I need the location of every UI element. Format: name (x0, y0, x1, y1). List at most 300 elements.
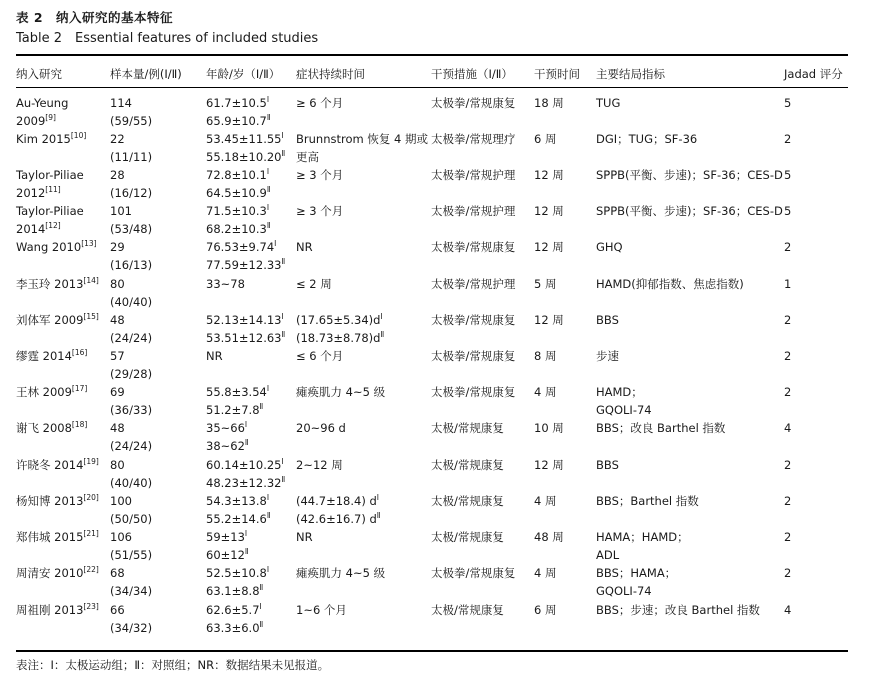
intervention-text: 太极拳/常规护理 (431, 168, 516, 182)
time-cell (534, 311, 564, 329)
duration-line (296, 311, 384, 329)
age-text: 33~78 (206, 277, 245, 291)
intervention-text: 太极拳/常规康复 (431, 313, 516, 327)
table-row (0, 564, 870, 601)
study-cell (16, 166, 84, 202)
intervention-text: 太极拳/常规康复 (431, 240, 516, 254)
group-mark: Ⅱ (259, 583, 264, 592)
age-text: 54.3±13.8 (206, 494, 267, 508)
sample-cell (110, 238, 152, 274)
study-text: 缪霆 2014 (16, 349, 72, 363)
age-line (206, 184, 271, 202)
table-body (0, 94, 870, 637)
outcome-cell (596, 456, 619, 474)
study-line (16, 492, 99, 510)
group-mark: Ⅱ (281, 475, 286, 484)
jadad-score: 1 (784, 277, 792, 291)
duration-text: (18.73±8.78)d (296, 331, 381, 345)
study-line (16, 275, 99, 293)
table-row (0, 347, 870, 383)
duration-line (296, 202, 343, 220)
sample-line: (40/40) (110, 476, 153, 490)
intervention-cell (431, 492, 504, 510)
jadad-score: 4 (784, 603, 792, 617)
time-text: 18 周 (534, 96, 564, 110)
jadad-score: 5 (784, 168, 792, 182)
table-row (0, 456, 870, 492)
jadad-score: 2 (784, 494, 792, 508)
age-text: 53.45±11.55 (206, 132, 282, 146)
study-text: Wang 2010 (16, 240, 82, 254)
intervention-cell (431, 347, 515, 365)
reference-number: [10] (70, 131, 87, 140)
top-rule (16, 54, 848, 56)
study-cell (16, 492, 99, 510)
sample-cell (110, 419, 152, 455)
duration-cell (296, 238, 313, 256)
time-cell (534, 601, 556, 619)
sample-line: 48 (110, 421, 125, 435)
age-text: 55.8±3.54 (206, 385, 267, 399)
study-cell (16, 456, 99, 474)
age-text: 61.7±10.5 (206, 96, 267, 110)
duration-line (296, 492, 380, 510)
study-text: 谢飞 2008 (16, 421, 72, 435)
intervention-text: 太极/常规康复 (431, 494, 504, 508)
sample-line: 28 (110, 168, 125, 182)
duration-line (296, 166, 343, 184)
table-row (0, 528, 870, 564)
age-text: 53.51±12.63 (206, 331, 282, 345)
study-line (16, 311, 99, 329)
age-line (206, 112, 271, 130)
age-cell (206, 456, 285, 492)
reference-number: [15] (83, 312, 99, 321)
age-text: 68.2±10.3 (206, 222, 267, 236)
duration-text: ≥ 3 个月 (296, 204, 344, 218)
age-line (206, 329, 285, 347)
jadad-cell (784, 130, 791, 148)
time-cell (534, 94, 564, 112)
intervention-cell (431, 94, 515, 112)
sample-line: 100 (110, 494, 132, 508)
intervention-text: 太极拳/常规康复 (431, 385, 516, 399)
group-mark: Ⅱ (266, 221, 271, 230)
outcome-cell (596, 202, 783, 220)
study-line (16, 184, 84, 202)
age-text: 51.2±7.8 (206, 403, 260, 417)
outcome-cell (596, 528, 689, 564)
study-text: 王林 2009 (16, 385, 72, 399)
age-cell (206, 238, 285, 274)
intervention-text: 太极/常规康复 (431, 603, 504, 617)
sample-line: (11/11) (110, 150, 153, 164)
sample-cell (110, 456, 152, 492)
table-title-en: Table 2 Essential features of included studies (16, 31, 319, 46)
sample-line: (24/24) (110, 439, 153, 453)
time-text: 12 周 (534, 313, 564, 327)
age-text: 77.59±12.33 (206, 258, 282, 272)
age-cell (206, 347, 223, 365)
age-text: 60.14±10.25 (206, 458, 282, 472)
duration-cell (296, 130, 428, 166)
study-line (16, 528, 99, 546)
study-cell (16, 275, 99, 293)
jadad-score: 2 (784, 132, 792, 146)
time-cell (534, 347, 556, 365)
study-text: 周清安 2010 (16, 566, 84, 580)
study-line (16, 220, 84, 238)
jadad-cell (784, 275, 791, 293)
table-row (0, 166, 870, 202)
sample-cell (110, 311, 152, 347)
duration-line (296, 347, 343, 365)
sample-line: 57 (110, 349, 125, 363)
outcome-cell (596, 383, 652, 419)
outcome-line: DGI；TUG；SF-36 (596, 132, 698, 146)
intervention-cell (431, 419, 504, 437)
table-row (0, 130, 870, 166)
study-text: 李玉玲 2013 (16, 277, 84, 291)
intervention-text: 太极/常规康复 (431, 530, 504, 544)
age-text: 60±12 (206, 548, 245, 562)
table-row (0, 275, 870, 311)
jadad-cell (784, 202, 791, 220)
study-text: 2012 (16, 186, 46, 200)
sample-line: 68 (110, 566, 125, 580)
jadad-cell (784, 528, 791, 546)
sample-line: 106 (110, 530, 132, 544)
duration-text: (17.65±5.34)d (296, 313, 381, 327)
reference-number: [16] (71, 348, 88, 357)
study-line (16, 601, 99, 619)
age-text: 65.9±10.7 (206, 114, 267, 128)
jadad-cell (784, 564, 791, 582)
header-time: 干预时间 (534, 67, 580, 81)
outcome-line: GQOLI-74 (596, 584, 652, 598)
age-cell (206, 601, 263, 637)
outcome-cell (596, 311, 619, 329)
header-intervention: 干预措施（Ⅰ/Ⅱ） (431, 67, 513, 81)
time-cell (534, 564, 556, 582)
duration-cell (296, 347, 343, 365)
outcome-line: SPPB(平衡、步速)；SF-36；CES-D (596, 204, 783, 218)
duration-line (296, 419, 346, 437)
sample-line: (36/33) (110, 403, 153, 417)
age-line (206, 619, 263, 637)
sample-cell (110, 166, 152, 202)
table-row (0, 238, 870, 275)
duration-line (296, 528, 313, 546)
age-line (206, 474, 285, 492)
outcome-line: BBS (596, 313, 619, 327)
group-mark: Ⅰ (244, 420, 248, 429)
age-cell (206, 275, 245, 293)
outcome-cell (596, 419, 725, 437)
duration-cell (296, 94, 343, 112)
time-cell (534, 202, 564, 220)
outcome-line: BBS；步速；改良 Barthel 指数 (596, 603, 760, 617)
duration-text: (42.6±16.7) d (296, 512, 377, 526)
age-line (206, 130, 285, 148)
intervention-cell (431, 166, 515, 184)
sample-cell (110, 564, 152, 600)
intervention-cell (431, 311, 515, 329)
age-cell (206, 564, 269, 600)
duration-text: ≥ 6 个月 (296, 96, 344, 110)
duration-cell (296, 311, 384, 347)
study-text: 郑伟城 2015 (16, 530, 84, 544)
jadad-score: 2 (784, 566, 792, 580)
duration-line (296, 275, 332, 293)
duration-line (296, 510, 380, 528)
duration-line (296, 94, 343, 112)
sample-line: (59/55) (110, 114, 153, 128)
sample-cell (110, 94, 152, 130)
age-text: 55.18±10.20 (206, 150, 282, 164)
intervention-cell (431, 601, 504, 619)
duration-text: 1~6 个月 (296, 603, 347, 617)
sample-line: 80 (110, 277, 125, 291)
duration-cell (296, 601, 347, 619)
age-cell (206, 383, 269, 419)
study-line (16, 564, 99, 582)
sample-line: (34/34) (110, 584, 153, 598)
duration-cell (296, 564, 385, 582)
header-sample: 样本量/例(Ⅰ/Ⅱ) (110, 67, 182, 81)
study-cell (16, 601, 99, 619)
table-row (0, 202, 870, 238)
time-text: 48 周 (534, 530, 564, 544)
duration-line (296, 564, 385, 582)
age-cell (206, 419, 249, 455)
outcome-line: GQOLI-74 (596, 403, 652, 417)
duration-cell (296, 456, 343, 474)
group-mark: Ⅱ (281, 257, 286, 266)
outcome-cell (596, 601, 760, 619)
header-jadad: Jadad 评分 (784, 67, 843, 81)
age-line (206, 220, 271, 238)
age-line (206, 202, 271, 220)
group-mark: Ⅱ (266, 113, 271, 122)
age-line (206, 401, 269, 419)
jadad-cell (784, 347, 791, 365)
header-study: 纳入研究 (16, 67, 62, 81)
table-row (0, 94, 870, 130)
group-mark: Ⅱ (244, 547, 249, 556)
duration-line (296, 329, 384, 347)
study-line (16, 130, 86, 148)
age-line (206, 601, 263, 619)
duration-line (296, 148, 428, 166)
study-cell (16, 528, 99, 546)
header-age: 年龄/岁（Ⅰ/Ⅱ） (206, 67, 281, 81)
study-text: 许晓冬 2014 (16, 458, 84, 472)
age-cell (206, 166, 271, 202)
header-duration: 症状持续时间 (296, 67, 365, 81)
outcome-cell (596, 492, 699, 510)
time-text: 4 周 (534, 566, 557, 580)
study-text: Taylor-Piliae (16, 168, 84, 182)
jadad-cell (784, 419, 791, 437)
age-line (206, 528, 249, 546)
group-mark: Ⅰ (281, 457, 284, 466)
table-row (0, 383, 870, 419)
study-cell (16, 311, 99, 329)
time-text: 12 周 (534, 168, 564, 182)
study-cell (16, 202, 84, 238)
age-line (206, 492, 271, 510)
study-text: Taylor-Piliae (16, 204, 84, 218)
sample-line: 29 (110, 240, 125, 254)
group-mark: Ⅰ (266, 384, 270, 393)
time-cell (534, 130, 556, 148)
sample-line: (16/13) (110, 258, 153, 272)
time-text: 4 周 (534, 385, 557, 399)
sample-line: (51/55) (110, 548, 153, 562)
jadad-cell (784, 492, 791, 510)
age-line (206, 238, 285, 256)
time-text: 12 周 (534, 458, 564, 472)
sample-cell (110, 492, 152, 528)
intervention-cell (431, 275, 515, 293)
sample-cell (110, 275, 152, 311)
duration-line (296, 456, 343, 474)
study-line (16, 347, 87, 365)
intervention-cell (431, 383, 515, 401)
table-row (0, 492, 870, 528)
reference-number: [12] (45, 221, 61, 230)
table-title-cn: 表 2 纳入研究的基本特征 (16, 10, 174, 25)
sample-line: 80 (110, 458, 125, 472)
study-line (16, 238, 97, 256)
age-text: 63.3±6.0 (206, 621, 260, 635)
study-text: 刘体军 2009 (16, 313, 84, 327)
intervention-cell (431, 456, 504, 474)
sample-cell (110, 528, 152, 564)
age-line (206, 437, 249, 455)
reference-number: [13] (81, 239, 97, 248)
jadad-score: 2 (784, 313, 792, 327)
duration-text: ≤ 6 个月 (296, 349, 344, 363)
study-text: Au-Yeung (16, 96, 69, 110)
table-row (0, 419, 870, 456)
age-cell (206, 130, 285, 166)
outcome-line: GHQ (596, 240, 623, 254)
bottom-rule (16, 650, 848, 652)
study-cell (16, 238, 97, 256)
duration-cell (296, 202, 343, 220)
duration-line (296, 130, 428, 148)
age-line (206, 275, 245, 293)
outcome-line: HAMD； (596, 385, 643, 399)
age-line (206, 510, 271, 528)
time-text: 10 周 (534, 421, 564, 435)
outcome-line: TUG (596, 96, 621, 110)
duration-text: 2~12 周 (296, 458, 343, 472)
duration-cell (296, 492, 380, 528)
study-cell (16, 130, 86, 148)
sample-line: (24/24) (110, 331, 153, 345)
jadad-score: 2 (784, 349, 792, 363)
group-mark: Ⅰ (266, 565, 270, 574)
age-text: 52.5±10.8 (206, 566, 267, 580)
intervention-text: 太极拳/常规康复 (431, 349, 516, 363)
age-text: 38~62 (206, 439, 245, 453)
jadad-score: 2 (784, 385, 792, 399)
time-text: 5 周 (534, 277, 557, 291)
age-line (206, 456, 285, 474)
group-mark: Ⅰ (274, 239, 277, 248)
time-cell (534, 492, 556, 510)
age-text: 35~66 (206, 421, 245, 435)
jadad-score: 4 (784, 421, 792, 435)
group-mark: Ⅱ (266, 511, 271, 520)
jadad-cell (784, 238, 791, 256)
study-text: 2009 (16, 114, 46, 128)
age-line (206, 347, 223, 365)
group-mark: Ⅱ (376, 511, 381, 520)
outcome-cell (596, 130, 697, 148)
duration-text: NR (296, 530, 313, 544)
reference-number: [17] (71, 384, 88, 393)
intervention-cell (431, 130, 515, 148)
age-line (206, 383, 269, 401)
intervention-text: 太极拳/常规康复 (431, 96, 516, 110)
time-cell (534, 456, 564, 474)
outcome-cell (596, 238, 623, 256)
intervention-cell (431, 202, 515, 220)
outcome-line: HAMA；HAMD； (596, 530, 689, 544)
study-line (16, 112, 68, 130)
reference-number: [23] (83, 602, 99, 611)
duration-cell (296, 275, 332, 293)
group-mark: Ⅱ (244, 438, 249, 447)
age-text: 52.13±14.13 (206, 313, 282, 327)
sample-line: 48 (110, 313, 125, 327)
time-text: 6 周 (534, 603, 557, 617)
reference-number: [21] (83, 529, 99, 538)
age-line (206, 256, 285, 274)
group-mark: Ⅰ (266, 95, 270, 104)
study-text: 2014 (16, 222, 46, 236)
reference-number: [9] (45, 113, 56, 122)
time-cell (534, 383, 556, 401)
jadad-cell (784, 456, 791, 474)
duration-text: 瘫痪肌力 4~5 级 (296, 566, 386, 580)
sample-line: 66 (110, 603, 125, 617)
jadad-cell (784, 311, 791, 329)
duration-text: ≤ 2 周 (296, 277, 332, 291)
outcome-line: HAMD(抑郁指数、焦虑指数) (596, 277, 744, 291)
age-text: NR (206, 349, 223, 363)
sample-line: 22 (110, 132, 125, 146)
sample-cell (110, 130, 152, 166)
age-text: 64.5±10.9 (206, 186, 267, 200)
duration-text: ≥ 3 个月 (296, 168, 344, 182)
duration-text: (44.7±18.4) d (296, 494, 377, 508)
jadad-score: 2 (784, 458, 792, 472)
table-row (0, 601, 870, 637)
study-line (16, 166, 84, 184)
age-line (206, 564, 269, 582)
jadad-score: 2 (784, 530, 792, 544)
duration-text: 瘫痪肌力 4~5 级 (296, 385, 386, 399)
duration-text: NR (296, 240, 313, 254)
time-cell (534, 166, 564, 184)
group-mark: Ⅱ (380, 330, 385, 339)
age-line (206, 148, 285, 166)
